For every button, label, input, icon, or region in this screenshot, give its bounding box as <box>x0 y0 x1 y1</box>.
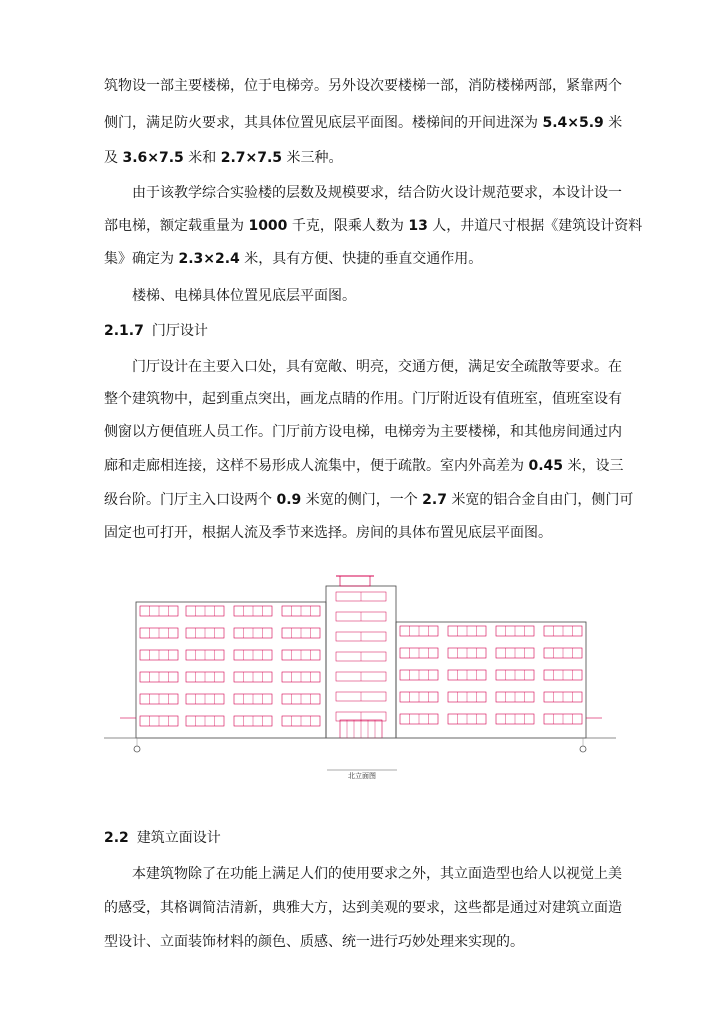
paragraph-line: 级台阶。门厅主入口设两个 0.9 米宽的侧门，一个 2.7 米宽的铝合金自由门，侧门可 <box>104 492 634 508</box>
paragraph-line: 侧门，满足防火要求，其具体位置见底层平面图。楼梯间的开间进深为 5.4×5.9 米 <box>104 115 623 131</box>
paragraph-line: 型设计、立面装饰材料的颜色、质感、统一进行巧妙处理来实现的。 <box>104 934 524 950</box>
paragraph-line: 集》确定为 2.3×2.4 米，具有方便、快捷的垂直交通作用。 <box>104 251 483 267</box>
axis-marker-left <box>134 746 140 752</box>
paragraph-line: 侧窗以方便值班人员工作。门厅前方设电梯，电梯旁为主要楼梯，和其他房间通过内 <box>104 424 622 440</box>
paragraph-line: 的感受，其格调简洁清新，典雅大方，达到美观的要求，这些都是通过对建筑立面造 <box>104 900 622 916</box>
section-heading-2-1-7: 2.1.7 门厅设计 <box>104 323 208 339</box>
paragraph-line: 廊和走廊相连接，这样不易形成人流集中，便于疏散。室内外高差为 0.45 米，设三 <box>104 458 624 474</box>
paragraph-line: 门厅设计在主要入口处，具有宽敞、明亮，交通方便，满足安全疏散等要求。在 <box>132 359 622 375</box>
paragraph-line: 固定也可打开，根据人流及季节来选择。房间的具体布置见底层平面图。 <box>104 525 552 541</box>
elevation-drawing <box>100 566 624 786</box>
north-elevation-figure <box>100 566 624 786</box>
section-heading-2-2: 2.2 建筑立面设计 <box>104 830 221 846</box>
paragraph-line: 筑物设一部主要楼梯，位于电梯旁。另外设次要楼梯一部，消防楼梯两部，紧靠两个 <box>104 78 622 94</box>
stair-bay-size: 5.4×5.9 <box>542 115 604 131</box>
paragraph-line: 及 3.6×7.5 米和 2.7×7.5 米三种。 <box>104 150 343 166</box>
figure-caption: 北立面图 <box>348 772 376 780</box>
paragraph-line: 整个建筑物中，起到重点突出，画龙点睛的作用。门厅附近设有值班室，值班室设有 <box>104 391 622 407</box>
window-grid <box>140 592 582 738</box>
paragraph-line: 本建筑物除了在功能上满足人们的使用要求之外，其立面造型也给人以视觉上美 <box>132 866 622 882</box>
axis-marker-right <box>580 746 586 752</box>
paragraph-line: 部电梯，额定载重量为 1000 千克，限乘人数为 13 人，井道尺寸根据《建筑设计资料 <box>104 218 643 234</box>
paragraph-line: 由于该教学综合实验楼的层数及规模要求，结合防火设计规范要求，本设计设一 <box>132 185 622 201</box>
roof-pavilion <box>340 576 370 586</box>
left-wing-outline <box>136 602 326 738</box>
paragraph-line: 楼梯、电梯具体位置见底层平面图。 <box>132 288 356 304</box>
